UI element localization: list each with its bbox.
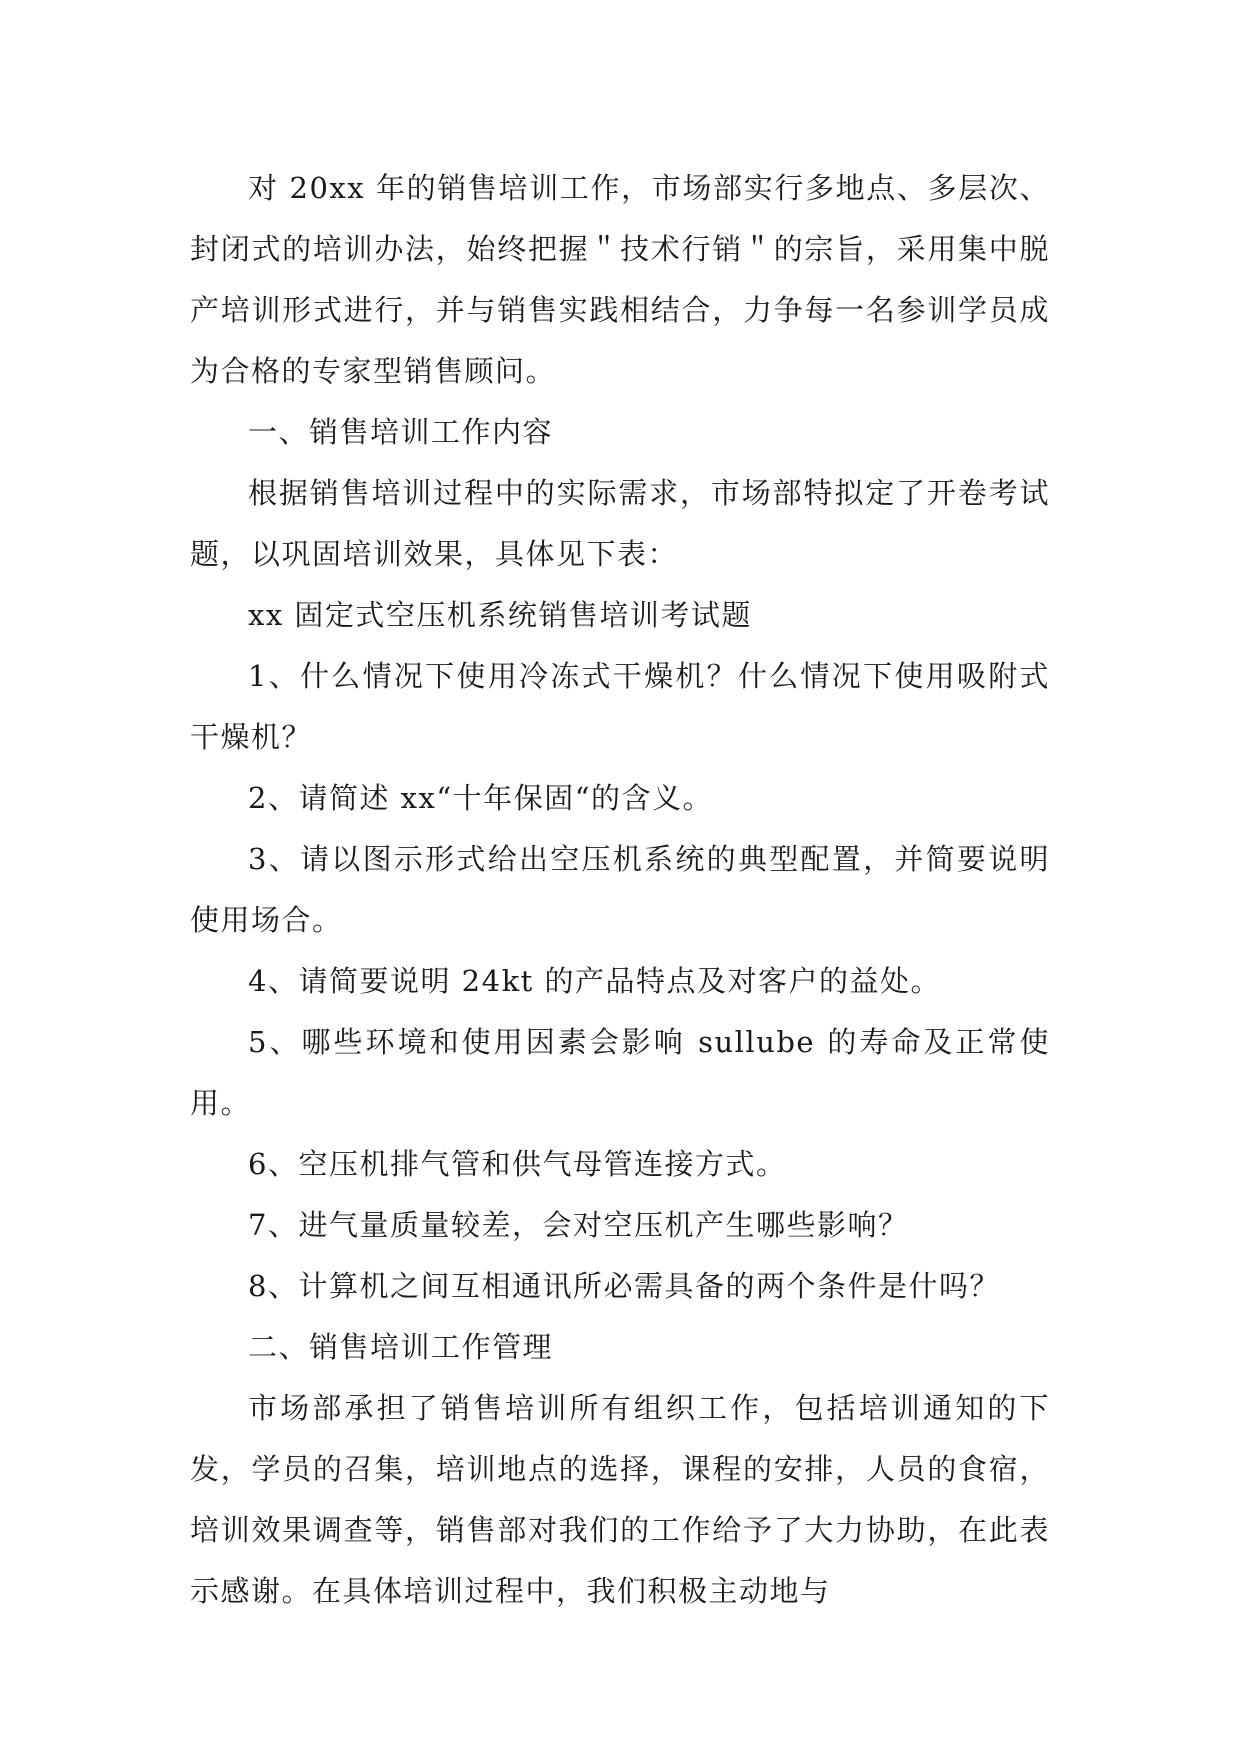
exam-question-2: 2、请简述 xx“十年保固“的含义。 xyxy=(248,781,714,815)
management-paragraph: 市场部承担了销售培训所有组织工作，包括培训通知的下发，学员的召集，培训地点的选择，课程的安排，人员的食宿，培训效果调查等，销售部对我们的工作给予了大力协助，在此表示感谢。在具体培训过程中，我们积极主动地与 xyxy=(190,1391,1050,1608)
exam-title: xx 固定式空压机系统销售培训考试题 xyxy=(248,598,752,632)
exam-question-6: 6、空压机排气管和供气母管连接方式。 xyxy=(248,1147,787,1181)
exam-question-7: 7、进气量质量较差，会对空压机产生哪些影响？ xyxy=(248,1208,909,1242)
exam-intro-paragraph: 根据销售培训过程中的实际需求，市场部特拟定了开卷考试题，以巩固培训效果，具体见下表： xyxy=(190,476,1050,571)
exam-question-8: 8、计算机之间互相通讯所必需具备的两个条件是什吗？ xyxy=(248,1269,1000,1303)
exam-question-1: 1、什么情况下使用冷冻式干燥机？什么情况下使用吸附式干燥机？ xyxy=(190,659,1050,754)
section-heading-content: 一、销售培训工作内容 xyxy=(248,415,554,449)
exam-question-3: 3、请以图示形式给出空压机系统的典型配置，并简要说明使用场合。 xyxy=(190,842,1050,937)
section-heading-management: 二、销售培训工作管理 xyxy=(248,1330,554,1364)
intro-paragraph: 对 20xx 年的销售培训工作，市场部实行多地点、多层次、封闭式的培训办法，始终把握＂技术行销＂的宗旨，采用集中脱产培训形式进行，并与销售实践相结合，力争每一名参训学员成为合格的专家型销售顾问。 xyxy=(190,171,1050,388)
document-body xyxy=(190,158,1050,1622)
exam-question-5: 5、哪些环境和使用因素会影响 sullube 的寿命及正常使用。 xyxy=(190,1025,1050,1120)
exam-question-4: 4、请简要说明 24kt 的产品特点及对客户的益处。 xyxy=(248,964,942,998)
